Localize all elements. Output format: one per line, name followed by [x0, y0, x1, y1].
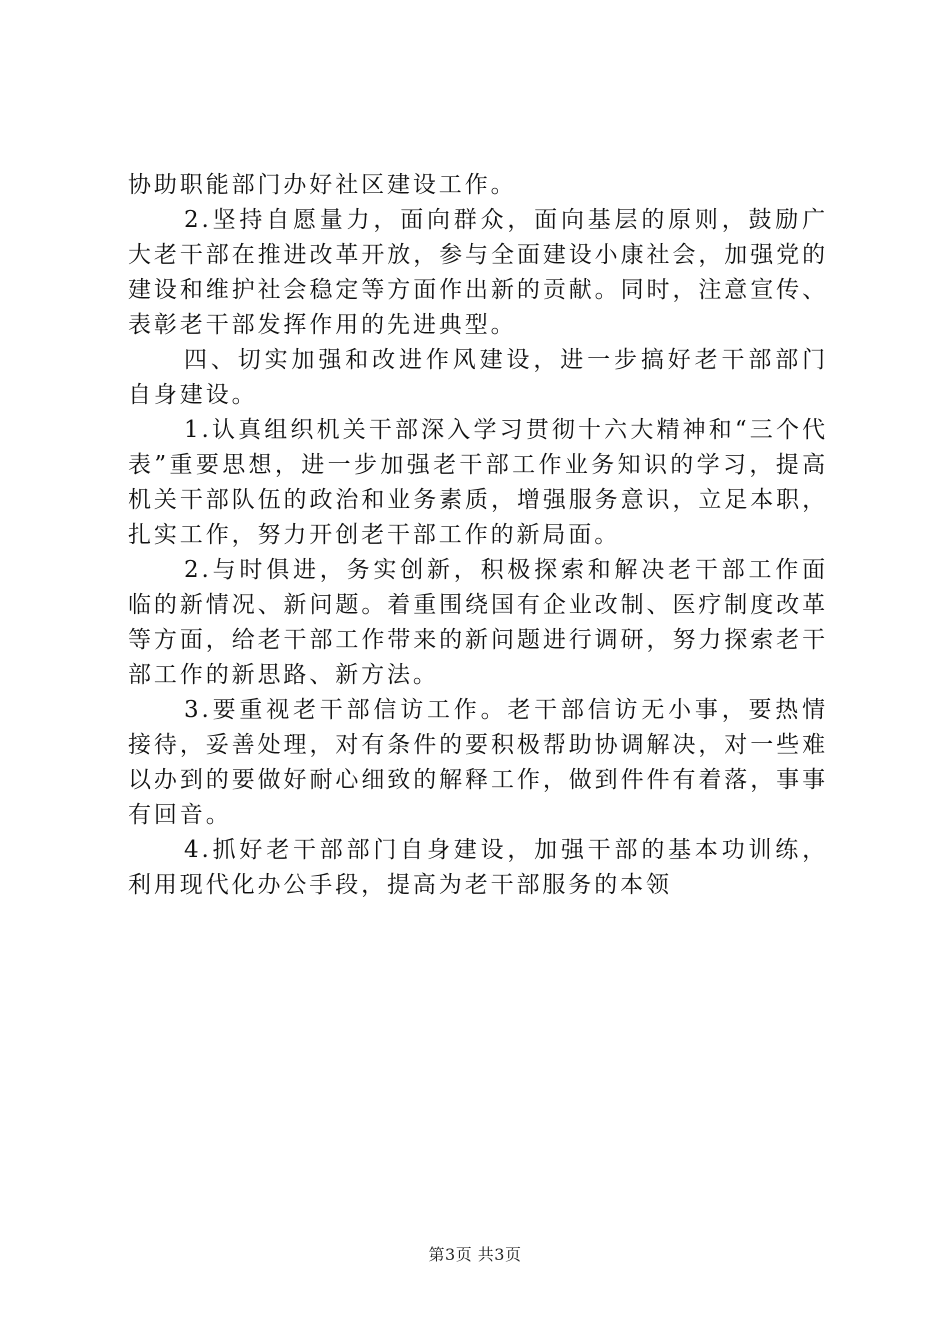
paragraph-item-3-petitions: 3.要重视老干部信访工作。老干部信访无小事，要热情接待，妥善处理，对有条件的要积极帮助协调解决，对一些难以办到的要做好耐心细致的解释工作，做到件件有着落，事事有回音。	[128, 697, 828, 828]
page-footer: 第3页 共3页	[428, 1245, 522, 1264]
document-body	[128, 168, 828, 903]
paragraph-item-1-study: 1.认真组织机关干部深入学习贯彻十六大精神和“三个代表”重要思想，进一步加强老干部工作业务知识的学习，提高机关干部队伍的政治和业务素质，增强服务意识，立足本职，扎实工作，努力开创老干部工作的新局面。	[128, 417, 828, 548]
section-heading-four: 四、切实加强和改进作风建设，进一步搞好老干部部门自身建设。	[128, 347, 828, 408]
paragraph-item-2-volunteer: 2.坚持自愿量力，面向群众，面向基层的原则，鼓励广大老干部在推进改革开放，参与全面建设小康社会，加强党的建设和维护社会稳定等方面作出新的贡献。同时，注意宣传、表彰老干部发挥作用的先进典型。	[128, 207, 828, 338]
paragraph-item-2-innovate: 2.与时俱进，务实创新，积极探索和解决老干部工作面临的新情况、新问题。着重围绕国有企业改制、医疗制度改革等方面，给老干部工作带来的新问题进行调研，努力探索老干部工作的新思路、新方法。	[128, 557, 828, 688]
paragraph-item-4-self-building: 4.抓好老干部部门自身建设，加强干部的基本功训练，利用现代化办公手段，提高为老干部服务的本领	[128, 837, 828, 898]
paragraph-continuation: 协助职能部门办好社区建设工作。	[128, 172, 517, 198]
